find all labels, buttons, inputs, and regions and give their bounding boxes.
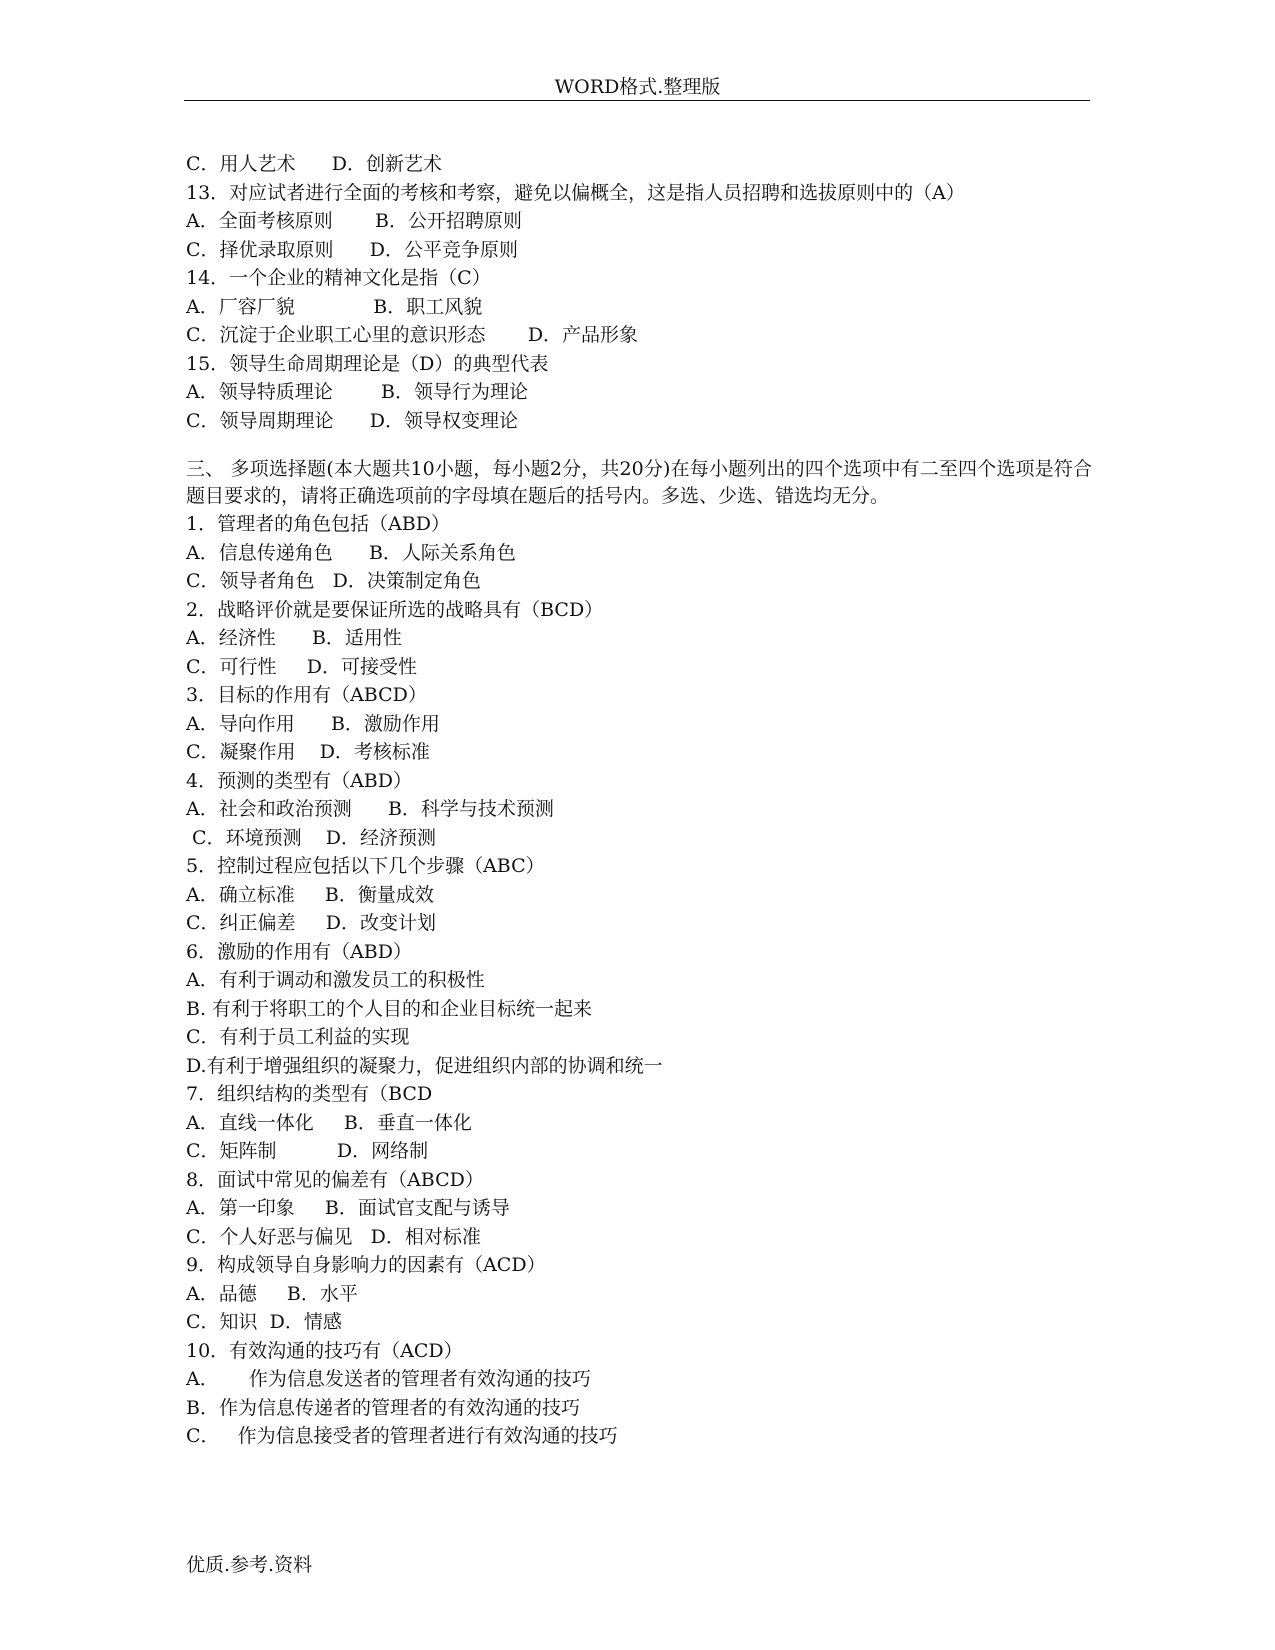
text-line: A．第一印象 B．面试官支配与诱导: [186, 1197, 510, 1219]
text-line: C． 作为信息接受者的管理者进行有效沟通的技巧: [186, 1425, 618, 1447]
text-line: A．厂容厂貌 B．职工风貌: [186, 295, 483, 318]
section-gap: [186, 435, 1092, 456]
single-choice-questions: [186, 150, 1092, 435]
text-line: 1．管理者的角色包括（ABD）: [186, 513, 451, 535]
text-line: 8．面试中常见的偏差有（ABCD）: [186, 1168, 484, 1191]
page-header-title: WORD格式.整理版: [554, 76, 721, 98]
text-line: C．个人好恶与偏见 D．相对标准: [186, 1225, 481, 1248]
text-line: 7．组织结构的类型有（BCD: [186, 1083, 433, 1105]
text-line: A．经济性 B．适用性: [186, 627, 402, 649]
text-line: 5．控制过程应包括以下几个步骤（ABC）: [186, 855, 545, 877]
text-line: C．凝聚作用 D．考核标准: [186, 741, 430, 763]
text-line: A．全面考核原则 B．公开招聘原则: [186, 210, 522, 232]
text-line: C．有利于员工利益的实现: [186, 1026, 410, 1048]
text-line: C．领导者角色 D．决策制定角色: [186, 570, 481, 592]
text-line: C．可行性 D．可接受性: [186, 655, 417, 678]
text-line: A．确立标准 B．衡量成效: [186, 883, 434, 906]
text-line: A．品德 B．水平: [186, 1282, 358, 1305]
text-line: C．矩阵制 D．网络制: [186, 1140, 429, 1162]
header-divider: [184, 100, 1090, 101]
text-line: A．直线一体化 B．垂直一体化: [186, 1111, 472, 1134]
text-line: C．用人艺术 D．创新艺术: [186, 153, 443, 175]
text-line: A．导向作用 B．激励作用: [186, 712, 440, 735]
text-line: C．纠正偏差 D．改变计划: [186, 912, 436, 934]
text-line: 4．预测的类型有（ABD）: [186, 769, 413, 792]
text-line: 13．对应试者进行全面的考核和考察，避免以偏概全，这是指人员招聘和选拔原则中的（A）: [186, 181, 965, 204]
text-line: B. 有利于将职工的个人目的和企业目标统一起来: [186, 997, 593, 1020]
text-line: B．作为信息传递者的管理者的有效沟通的技巧: [186, 1396, 580, 1419]
document-body: [186, 150, 1092, 1451]
text-line: D.有利于增强组织的凝聚力，促进组织内部的协调和统一: [186, 1054, 663, 1077]
text-line: C．择优录取原则 D．公平竞争原则: [186, 238, 519, 261]
multiple-choice-questions: [186, 510, 1092, 1451]
text-line: C．知识 D．情感: [186, 1311, 342, 1333]
text-line: 15．领导生命周期理论是（D）的典型代表: [186, 352, 549, 375]
text-line: 9．构成领导自身影响力的因素有（ACD）: [186, 1254, 546, 1276]
text-line: C．领导周期理论 D．领导权变理论: [186, 409, 519, 432]
text-line: 14．一个企业的精神文化是指（C）: [186, 267, 491, 289]
text-line: 10．有效沟通的技巧有（ACD）: [186, 1339, 463, 1362]
text-line: 6．激励的作用有（ABD）: [186, 940, 413, 963]
text-line: A．社会和政治预测 B．科学与技术预测: [186, 798, 554, 820]
text-line: C．环境预测 D．经济预测: [186, 826, 436, 849]
section-three-instructions: 三、 多项选择题(本大题共10小题，每小题2分，共20分)在每小题列出的四个选项中有二至四个选项是符合题目要求的，请将正确选项前的字母填在题后的括号内。多选、少选、错选均无分。: [186, 458, 1092, 507]
text-line: A．有利于调动和激发员工的积极性: [186, 969, 485, 991]
text-line: 2．战略评价就是要保证所选的战略具有（BCD）: [186, 598, 604, 621]
text-line: C．沉淀于企业职工心里的意识形态 D．产品形象: [186, 324, 639, 346]
page-footer-text: 优质.参考.资料: [186, 1554, 313, 1576]
text-line: A． 作为信息发送者的管理者有效沟通的技巧: [186, 1368, 591, 1390]
text-line: A．信息传递角色 B．人际关系角色: [186, 541, 516, 564]
text-line: A．领导特质理论 B．领导行为理论: [186, 381, 529, 403]
text-line: 3．目标的作用有（ABCD）: [186, 684, 427, 706]
